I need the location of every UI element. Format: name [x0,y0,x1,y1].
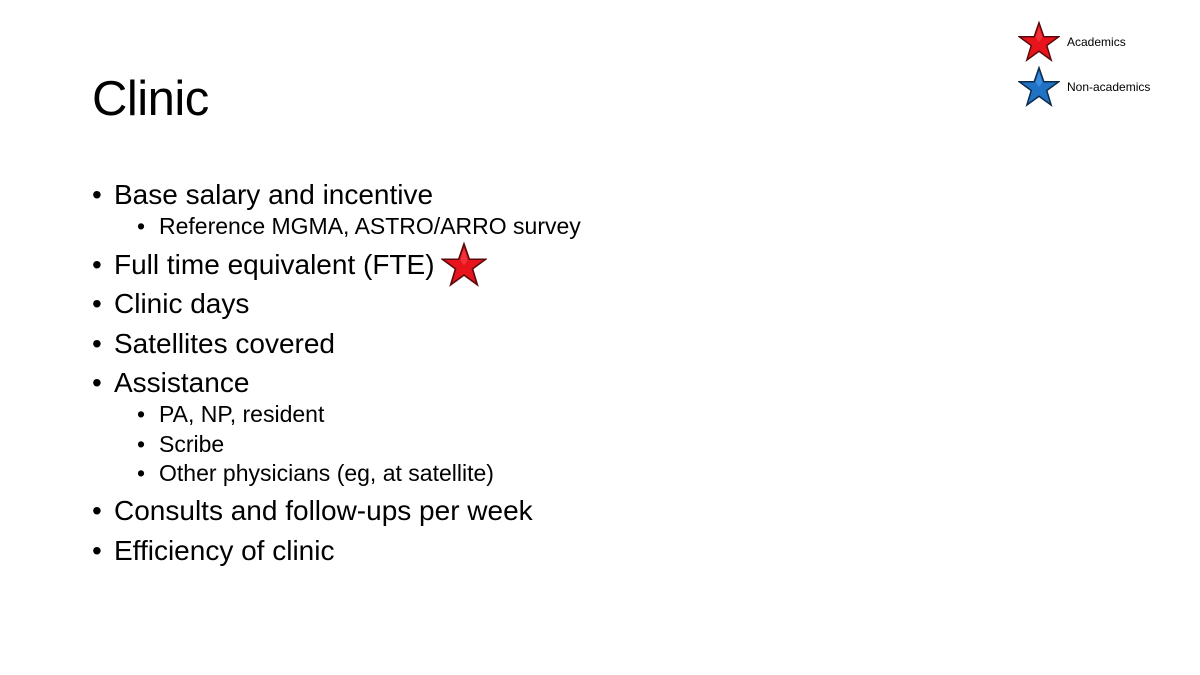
bullet-marker: • [92,535,102,566]
list-item: • Reference MGMA, ASTRO/ARRO survey [137,212,581,239]
list-item: • Assistance [92,367,250,398]
list-item: • Full time equivalent (FTE) [92,247,487,283]
list-item: • Satellites covered [92,328,336,359]
red-star-icon [441,242,487,288]
list-item: • Efficiency of clinic [92,535,335,566]
bullet-marker: • [92,328,102,359]
legend-label-non-academics: Non-academics [1067,80,1151,94]
bullet-marker: • [92,288,102,319]
bullet-marker: • [137,400,146,427]
legend-label-academics: Academics [1067,35,1126,49]
list-item: • Clinic days [92,288,250,319]
bullet-marker: • [92,495,102,526]
bullet-marker: • [92,249,102,280]
list-item: • PA, NP, resident [137,400,325,427]
red-star-icon [1018,21,1060,63]
slide-title: Clinic [92,72,209,126]
blue-star-icon [1018,66,1060,108]
bullet-marker: • [92,367,102,398]
bullet-marker: • [137,430,146,457]
list-item: • Base salary and incentive [92,179,434,210]
bullet-marker: • [137,459,146,486]
list-item: • Other physicians (eg, at satellite) [137,459,494,486]
list-item: • Consults and follow-ups per week [92,495,533,526]
list-item: • Scribe [137,430,225,457]
bullet-marker: • [137,212,146,239]
legend-item-non-academics [1018,65,1150,109]
bullet-marker: • [92,179,102,210]
legend-item-academics [1018,20,1126,64]
